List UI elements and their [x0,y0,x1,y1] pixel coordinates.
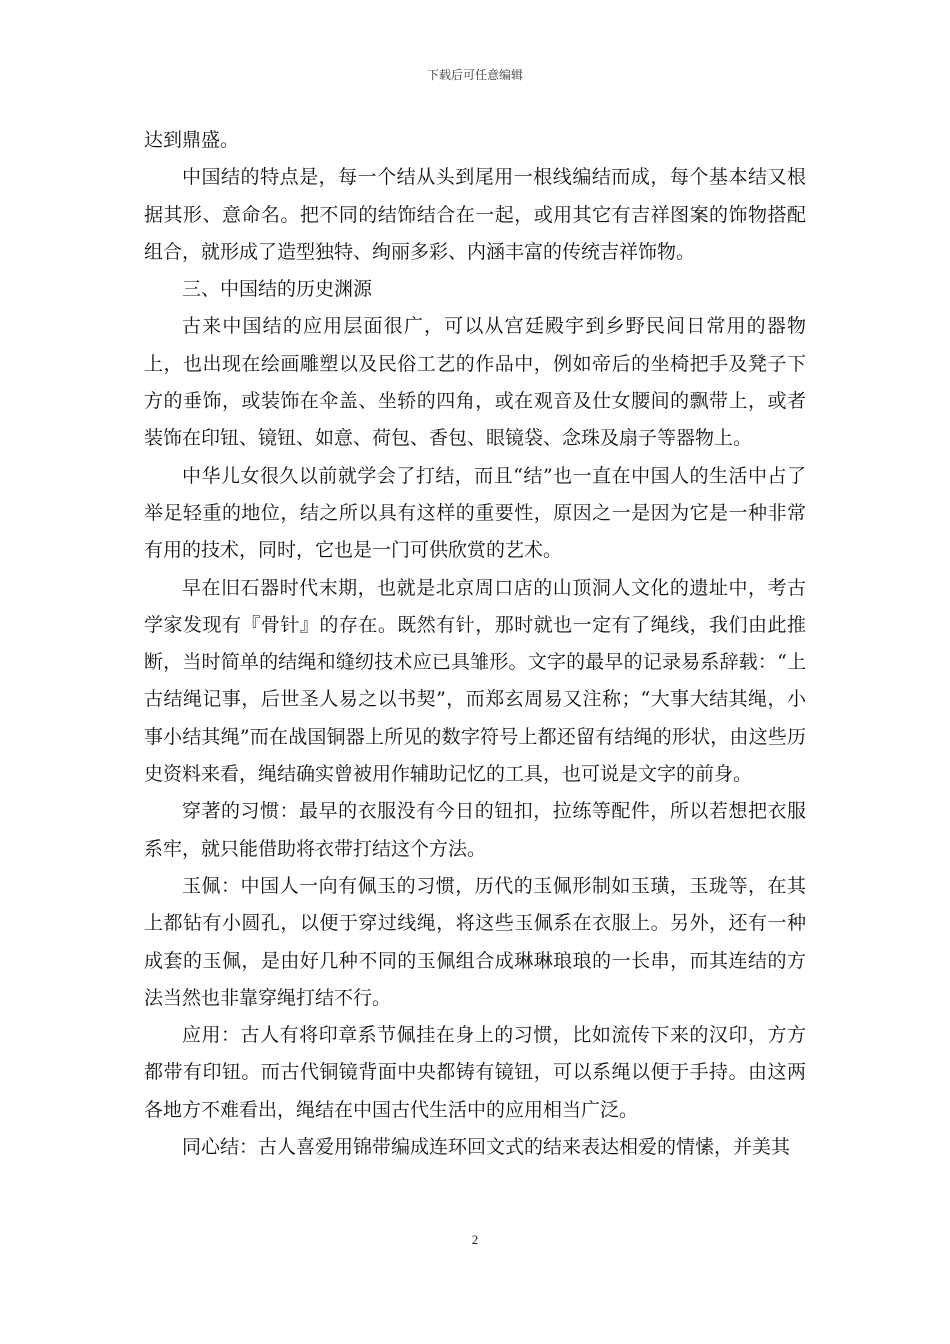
page-header: 下载后可任意编辑 [426,68,523,82]
section-heading: 三、中国结的历史渊源 [182,278,373,301]
paragraph-tongxin-knot: 同心结：古人喜爱用锦带编成连环回文式的结来表达相爱的情愫，并美其 [182,1136,791,1159]
paragraph-importance: 中华儿女很久以前就学会了打结，而且“结”也一直在中国人的生活中占了举足轻重的地位，结之所以具有这样的重要性，原因之一是因为它是一种非常有用的技术，同时，它也是一门可供欣赏的艺术。 [144,464,806,562]
paragraph-features: 中国结的特点是，每一个结从头到尾用一根线编结而成，每个基本结又根据其形、意命名。把不同的结饰结合在一起，或用其它有吉祥图案的饰物搭配组合，就形成了造型独特、绚丽多彩、内涵丰富的传统吉祥饰物。 [144,166,806,263]
paragraph-clothing: 穿著的习惯：最早的衣服没有今日的钮扣，拉练等配件，所以若想把衣服系牢，就只能借助将衣带打结这个方法。 [144,800,806,860]
paragraph-applications: 古来中国结的应用层面很广，可以从宫廷殿宇到乡野民间日常用的器物上，也出现在绘画雕塑以及民俗工艺的作品中，例如帝后的坐椅把手及凳子下方的垂饰，或装饰在伞盖、坐轿的四角，或在观音及仕女腰间的飘带上，或者装饰在印钮、镜钮、如意、荷包、香包、眼镜袋、念珠及扇子等器物上。 [144,315,806,450]
paragraph-origins: 早在旧石器时代末期，也就是北京周口店的山顶洞人文化的遗址中，考古学家发现有『骨针』的存在。既然有针，那时就也一定有了绳线，我们由此推断，当时简单的结绳和缝纫技术应已具雏形。文字的最早的记录易系辞载：“上古结绳记事，后世圣人易之以书契”，而郑玄周易又注称；“大事大结其绳，小事小结其绳”而在战国铜器上所见的数字符号上都还留有结绳的形状，由这些历史资料来看，绳结确实曾被用作辅助记忆的工具，也可说是文字的前身。 [144,576,806,786]
paragraph-jade: 玉佩：中国人一向有佩玉的习惯，历代的玉佩形制如玉璜，玉珑等，在其上都钻有小圆孔，以便于穿过线绳，将这些玉佩系在衣服上。另外，还有一种成套的玉佩，是由好几种不同的玉佩组合成琳琳琅琅的一长串，而其连结的方法当然也非靠穿绳打结不行。 [144,874,806,1009]
document-body [144,122,806,1166]
page-number: 2 [471,1232,479,1247]
paragraph-continuation: 达到鼎盛。 [144,129,240,151]
paragraph-usage: 应用：古人有将印章系节佩挂在身上的习惯，比如流传下来的汉印，方方都带有印钮。而古代铜镜背面中央都铸有镜钮，可以系绳以便于手持。由这两各地方不难看出，绳结在中国古代生活中的应用相当广泛。 [144,1024,806,1121]
